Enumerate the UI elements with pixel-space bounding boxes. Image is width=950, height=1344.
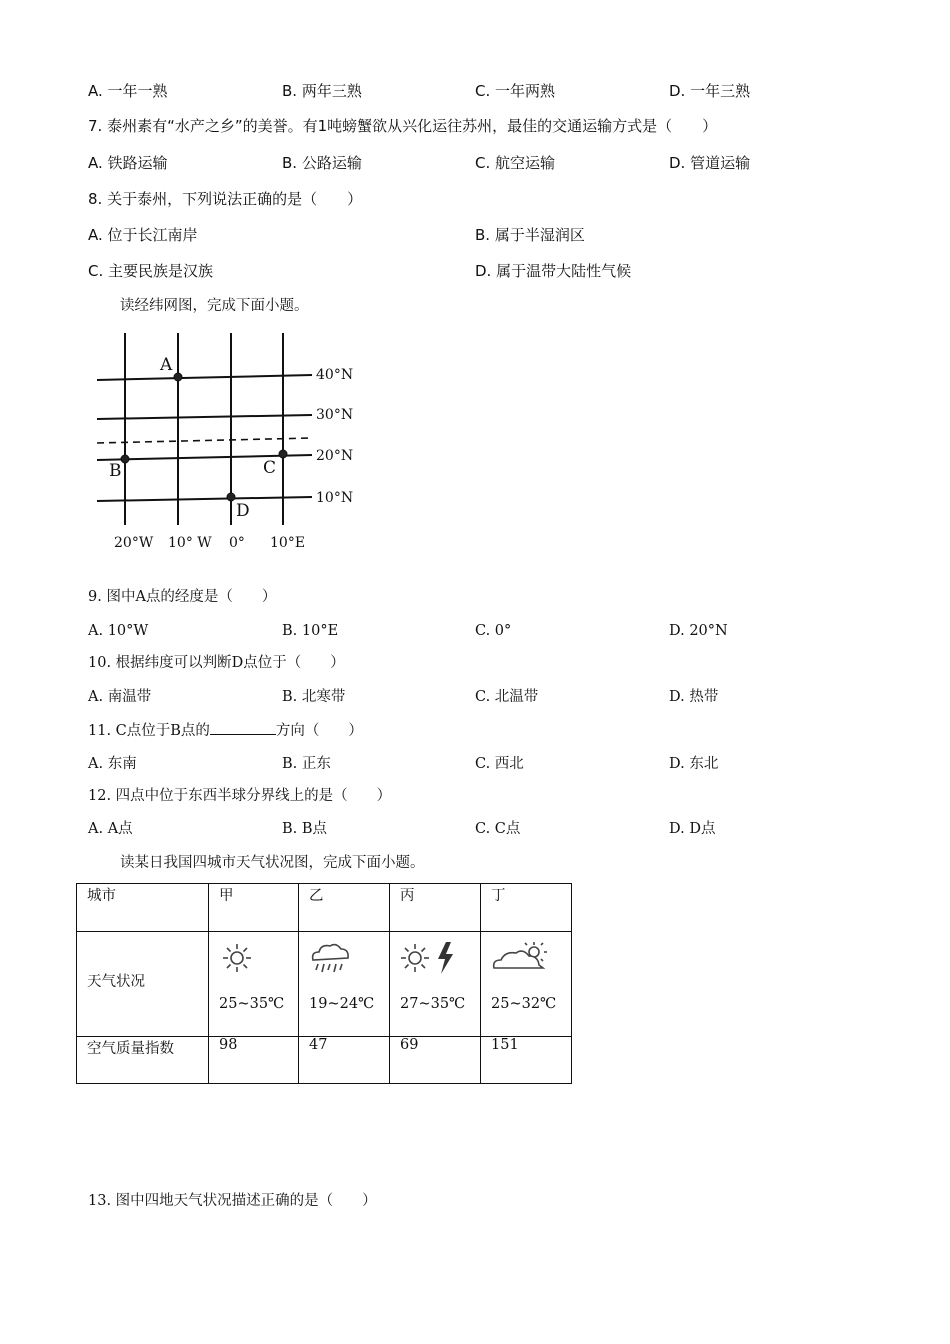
- q11-option-b[interactable]: B. 正东: [282, 756, 331, 772]
- temp-jia: 25~35℃: [219, 996, 285, 1012]
- parallel-10n: [97, 497, 312, 501]
- q9-stem: 9. 图中A点的经度是（ ）: [88, 589, 277, 605]
- q6-option-b[interactable]: B. 两年三熟: [282, 82, 362, 100]
- weather-cell-yi: [299, 932, 390, 1037]
- cloudy-sun-icon: [491, 940, 549, 976]
- point-a-label: A: [160, 355, 173, 375]
- q10-stem: 10. 根据纬度可以判断D点位于（ ）: [88, 655, 345, 671]
- header-yi: 乙: [299, 884, 390, 932]
- q8-option-a[interactable]: A. 位于长江南岸: [88, 226, 198, 244]
- q12-stem: 12. 四点中位于东西半球分界线上的是（ ）: [88, 788, 392, 804]
- q11-option-d[interactable]: D. 东北: [669, 756, 719, 772]
- map-intro: 读经纬网图，完成下面小题。: [120, 298, 309, 314]
- q7-option-d[interactable]: D. 管道运输: [669, 154, 751, 172]
- lon-label-0: 0°: [229, 535, 245, 551]
- q6-options: [88, 81, 868, 101]
- lon-label-20w: 20°W: [114, 535, 154, 551]
- point-d-marker: [227, 493, 235, 501]
- weather-label: 天气状况: [87, 974, 145, 990]
- q12-option-c[interactable]: C. C点: [475, 821, 521, 837]
- header-city: 城市: [77, 884, 209, 932]
- header-ding: 丁: [481, 884, 572, 932]
- q9-option-b[interactable]: B. 10°E: [282, 623, 339, 639]
- weather-table: [76, 883, 572, 1084]
- q10-option-b[interactable]: B. 北寒带: [282, 689, 346, 705]
- q9-options: [88, 621, 868, 641]
- tropic-dashed-line: [97, 438, 312, 443]
- q10-options: [88, 687, 868, 707]
- lon-label-10w: 10° W: [168, 535, 212, 551]
- temp-ding: 25~32℃: [491, 996, 557, 1012]
- lat-label-20n: 20°N: [316, 448, 354, 464]
- q6-option-d[interactable]: D. 一年三熟: [669, 82, 751, 100]
- rain-icon: [309, 940, 353, 976]
- q8-options-row2: [88, 261, 868, 281]
- q7-option-c[interactable]: C. 航空运输: [475, 154, 556, 172]
- sunny-icon: [219, 940, 259, 976]
- temp-bing: 27~35℃: [400, 996, 466, 1012]
- weather-condition-row: [77, 932, 572, 1037]
- weather-cell-ding: [481, 932, 572, 1037]
- q11-option-c[interactable]: C. 西北: [475, 756, 524, 772]
- q7-option-a[interactable]: A. 铁路运输: [88, 154, 168, 172]
- parallel-30n: [97, 415, 312, 419]
- aqi-yi: 47: [299, 1037, 390, 1084]
- point-d-label: D: [236, 501, 250, 521]
- q11-options: [88, 754, 868, 774]
- weather-table-header-row: [77, 884, 572, 932]
- q8-option-b[interactable]: B. 属于半湿润区: [475, 226, 585, 244]
- weather-cell-bing: [390, 932, 481, 1037]
- header-jia: 甲: [209, 884, 299, 932]
- q11-stem-before: 11. C点位于B点的: [88, 723, 210, 739]
- q6-option-c[interactable]: C. 一年两熟: [475, 82, 556, 100]
- q10-option-a[interactable]: A. 南温带: [88, 689, 152, 705]
- q9-option-a[interactable]: A. 10°W: [88, 623, 149, 639]
- point-a-marker: [174, 373, 182, 381]
- q9-option-c[interactable]: C. 0°: [475, 623, 512, 639]
- q8-option-d[interactable]: D. 属于温带大陆性气候: [475, 262, 632, 280]
- q10-option-d[interactable]: D. 热带: [669, 689, 719, 705]
- weather-cell-jia: [209, 932, 299, 1037]
- aqi-row: [77, 1037, 572, 1084]
- q12-options: [88, 819, 868, 839]
- q8-stem: 8. 关于泰州，下列说法正确的是（ ）: [88, 190, 363, 208]
- point-c-label: C: [263, 458, 277, 478]
- q11-option-a[interactable]: A. 东南: [88, 756, 137, 772]
- q8-options-row1: [88, 225, 868, 245]
- parallel-40n: [97, 375, 312, 380]
- lon-label-10e: 10°E: [270, 535, 306, 551]
- q7-option-b[interactable]: B. 公路运输: [282, 154, 362, 172]
- q11-stem-after: 方向（ ）: [275, 723, 363, 739]
- q7-stem: 7. 泰州素有“水产之乡”的美誉。有1吨螃蟹欲从兴化运往苏州，最佳的交通运输方式是（ ）: [88, 117, 718, 135]
- q13-stem: 13. 图中四地天气状况描述正确的是（ ）: [88, 1193, 377, 1209]
- aqi-label: 空气质量指数: [77, 1037, 209, 1084]
- q11-stem: [88, 720, 363, 741]
- q12-option-a[interactable]: A. A点: [88, 821, 133, 837]
- q10-option-c[interactable]: C. 北温带: [475, 689, 539, 705]
- lat-label-30n: 30°N: [316, 407, 354, 423]
- q12-option-b[interactable]: B. B点: [282, 821, 328, 837]
- q8-option-c[interactable]: C. 主要民族是汉族: [88, 262, 214, 280]
- weather-intro: 读某日我国四城市天气状况图，完成下面小题。: [120, 855, 425, 871]
- aqi-bing: 69: [390, 1037, 481, 1084]
- header-bing: 丙: [390, 884, 481, 932]
- aqi-jia: 98: [209, 1037, 299, 1084]
- weather-label-cell: [77, 932, 209, 1037]
- q9-option-d[interactable]: D. 20°N: [669, 623, 728, 639]
- q11-blank: [210, 720, 276, 735]
- point-b-label: B: [109, 461, 122, 481]
- graticule-map: [90, 330, 370, 556]
- point-b-marker: [121, 455, 129, 463]
- point-c-marker: [279, 450, 287, 458]
- q12-option-d[interactable]: D. D点: [669, 821, 716, 837]
- temp-yi: 19~24℃: [309, 996, 375, 1012]
- aqi-ding: 151: [481, 1037, 572, 1084]
- q6-option-a[interactable]: A. 一年一熟: [88, 82, 168, 100]
- sunny-thunder-icon: [400, 940, 462, 976]
- lat-label-10n: 10°N: [316, 490, 354, 506]
- lat-label-40n: 40°N: [316, 367, 354, 383]
- q7-options: [88, 153, 868, 173]
